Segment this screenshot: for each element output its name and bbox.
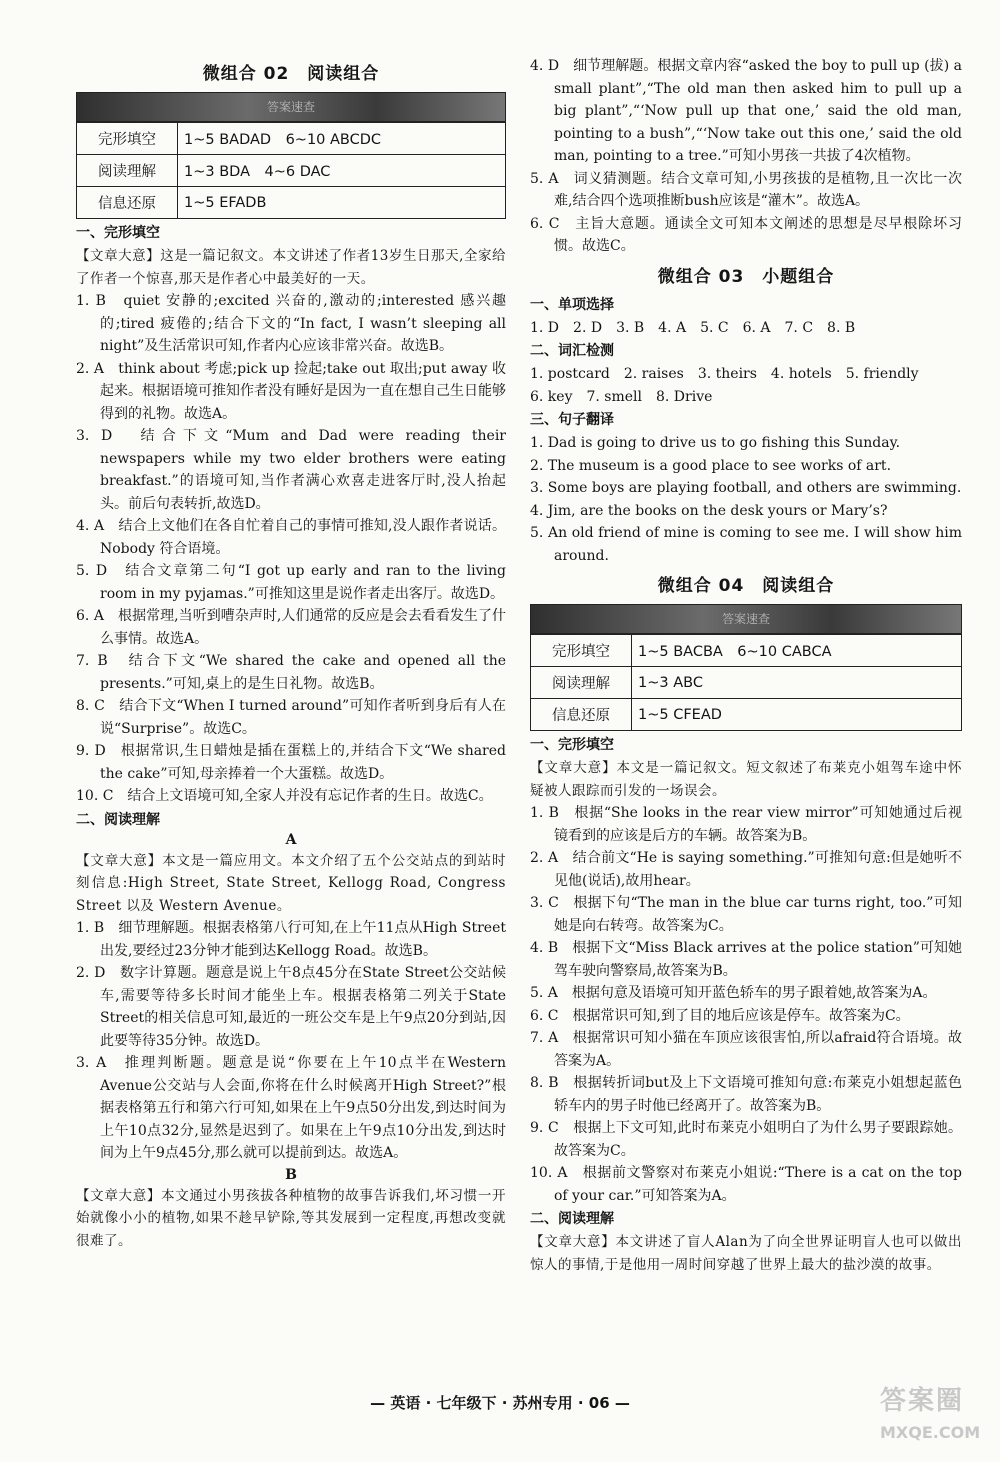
right-column [530, 55, 962, 1276]
passage-label-a: A [285, 831, 297, 848]
answer-line: 1. postcard 2. raises 3. theirs 4. hotels 5. friendly [530, 366, 919, 382]
table-cell-label: 完形填空 [531, 635, 632, 667]
answer-item: 3. Some boys are playing football, and others are swimming. [530, 480, 962, 496]
table-cell-label: 阅读理解 [531, 667, 632, 699]
summary: 【文章大意】本文讲述了盲人Alan为了向全世界证明盲人也可以做出惊人的事情,于是他用一周时间穿越了世界上最大的盐沙漠的故事。 [530, 1234, 962, 1273]
table-cell-label: 信息还原 [531, 699, 632, 731]
watermark-text: 答案圈 [880, 1386, 965, 1416]
table-cell-label: 信息还原 [77, 187, 178, 219]
heading-cloze: 一、完形填空 [76, 225, 160, 241]
answer-item: 9. D 根据常识,生日蜡烛是插在蛋糕上的,并结合下文“We shared the cake”可知,母亲捧着一个大蛋糕。故选D。 [76, 743, 506, 782]
answer-item: 5. A 根据句意及语境可知开蓝色轿车的男子跟着她,故答案为A。 [530, 985, 937, 1001]
heading-single-choice: 一、单项选择 [530, 296, 614, 313]
passage-label-b: B [285, 1166, 297, 1183]
answer-item: 5. A 词义猜测题。结合文章可知,小男孩拔的是植物,且一次比一次难,结合四个选项推断bush应该是“灌木”。故选A。 [530, 170, 962, 209]
heading-reading: 二、阅读理解 [76, 811, 160, 828]
answer-item: 2. A 结合前文“He is saying something.”可推知句意:但是她听不见他(说话),故用hear。 [530, 850, 962, 889]
page-footer: — 英语 · 七年级下 · 苏州专用 · 06 — [370, 1394, 630, 1412]
answer-item: 7. B 结合下文“We shared the cake and opened all the presents.”可知,桌上的是生日礼物。故选B。 [76, 653, 506, 692]
section-title-04: 微组合 04 阅读组合 [657, 576, 835, 596]
heading-cloze: 一、完形填空 [530, 737, 614, 753]
table-cell-value: 1~5 CFEAD [632, 699, 962, 731]
table-row [531, 667, 962, 699]
answer-item: 4. Jim, are the books on the desk yours or Mary’s? [530, 502, 888, 519]
answer-item: 1. B 细节理解题。根据表格第八行可知,在上午11点从High Street出发,要经过23分钟才能到达Kellogg Road。故选B。 [76, 920, 506, 959]
summary: 【文章大意】本文是一篇应用文。本文介绍了五个公交站点的到站时刻信息:High Street, State Street, Kellogg Road, Congress Street 以及 Western Avenue。 [76, 852, 506, 914]
answer-item: 2. D 数字计算题。题意是说上午8点45分在State Street公交站候车,需要等待多长时间才能坐上车。根据表格第二列关于State Street的相关信息可知,最近的一班公交车是上午9点20分到站,因此要等待35分钟。故选D。 [76, 965, 506, 1049]
answer-item: 5. D 结合文章第二句“I got up early and ran to the living room in my pyjamas.”可推知这里是说作者走出客厅。故选D。 [76, 563, 506, 602]
answer-line: 1. D 2. D 3. B 4. A 5. C 6. A 7. C 8. B [530, 319, 856, 336]
table-cell-label: 完形填空 [77, 123, 178, 155]
answer-item: 2. A think about 考虑;pick up 捡起;take out 取出;put away 收起来。根据语境可推知作者没有睡好是因为一直在想自己生日能够得到的礼物。故选A。 [76, 360, 506, 422]
left-column [76, 55, 506, 1252]
answer-item: 10. A 根据前文警察对布莱克小姐说:“There is a cat on the top of your car.”可知答案为A。 [530, 1165, 962, 1204]
answer-item: 6. C 主旨大意题。通读全文可知本文阐述的思想是尽早根除坏习惯。故选C。 [530, 215, 962, 254]
answer-table-02 [76, 122, 506, 219]
answer-table-header: 答案速查 [530, 604, 962, 634]
watermark-url: MXQE.COM [880, 1423, 981, 1442]
answer-item: 3. A 推理判断题。题意是说“你要在上午10点半在Western Avenue公交站与人会面,你将在什么时候离开High Street?”根据表格第五行和第六行可知,如果在上午9点50分出发,到达时间为上午10点32分,显然是迟到了。如果在上午9点10分出发,到达时间为上午9点45分,那么就可以提前到达。故选A。 [76, 1055, 506, 1161]
table-cell-label: 阅读理解 [77, 155, 178, 187]
table-row [531, 699, 962, 731]
heading-vocab: 二、词汇检测 [530, 343, 614, 359]
table-cell-value: 1~5 BACBA 6~10 CABCA [632, 635, 962, 667]
answer-table-04 [530, 634, 962, 731]
answer-item: 7. A 根据常识可知小猫在车顶应该很害怕,所以afraid符合语境。故答案为A。 [530, 1030, 962, 1069]
heading-reading: 二、阅读理解 [530, 1211, 614, 1227]
answer-item: 1. Dad is going to drive us to go fishing this Sunday. [530, 435, 901, 451]
watermark-logo [880, 1380, 990, 1454]
summary: 【文章大意】本文通过小男孩拔各种植物的故事告诉我们,坏习惯一开始就像小小的植物,如果不趁早铲除,等其发展到一定程度,再想改变就很难了。 [76, 1187, 506, 1249]
summary: 【文章大意】这是一篇记叙文。本文讲述了作者13岁生日那天,全家给了作者一个惊喜,那天是作者心中最美好的一天。 [76, 248, 506, 287]
answer-item: 3. C 根据下句“The man in the blue car turns right, too.”可知她是向右转弯。故答案为C。 [530, 895, 962, 934]
answer-item: 10. C 结合上文语境可知,全家人并没有忘记作者的生日。故选C。 [76, 788, 493, 804]
table-cell-value: 1~5 BADAD 6~10 ABCDC [178, 123, 506, 155]
answer-item: 2. The museum is a good place to see works of art. [530, 457, 892, 474]
answer-item: 4. A 结合上文他们在各自忙着自己的事情可推知,没人跟作者说话。Nobody 符合语境。 [76, 518, 506, 557]
answer-item: 6. C 根据常识可知,到了目的地后应该是停车。故答案为C。 [530, 1007, 910, 1024]
answer-item: 4. D 细节理解题。根据文章内容“asked the boy to pull up (拔) a small plant”,“The old man then asked him to pull up a big plant”,“‘Now pull up that one,’ said the old man, pointing to a bush”,“‘Now take out this one,’ said the old man, pointing to a tree.”可知小男孩一共拔了4次植物。 [530, 58, 962, 164]
answer-item: 9. C 根据上下文可知,此时布莱克小姐明白了为什么男子要跟踪她。故答案为C。 [530, 1120, 962, 1159]
answer-line: 6. key 7. smell 8. Drive [530, 388, 713, 405]
answer-table-header: 答案速查 [76, 92, 506, 122]
section-title-03: 微组合 03 小题组合 [657, 266, 835, 287]
answer-item: 3. D 结合下文“Mum and Dad were reading their newspapers while my two elder brothers were eating breakfast.”的语境可知,当作者满心欢喜走进客厅时,没人抬起头。前后句表转折,故选D。 [76, 428, 506, 512]
table-row [77, 187, 506, 219]
table-row [77, 123, 506, 155]
answer-item: 8. C 结合下文“When I turned around”可知作者听到身后有人在说“Surprise”。故选C。 [76, 698, 506, 737]
table-cell-value: 1~3 BDA 4~6 DAC [178, 155, 506, 187]
section-title-02: 微组合 02 阅读组合 [202, 64, 380, 84]
answer-item: 5. An old friend of mine is coming to see me. I will show him around. [530, 525, 962, 564]
answer-item: 8. B 根据转折词but及上下文语境可推知句意:布莱克小姐想起蓝色轿车内的男子时他已经离开了。故答案为B。 [530, 1075, 962, 1114]
summary: 【文章大意】本文是一篇记叙文。短文叙述了布莱克小姐驾车途中怀疑被人跟踪而引发的一场误会。 [530, 760, 962, 799]
table-row [531, 635, 962, 667]
table-cell-value: 1~3 ABC [632, 667, 962, 699]
heading-translation: 三、句子翻译 [530, 412, 614, 428]
answer-item: 1. B 根据“She looks in the rear view mirror”可知她通过后视镜看到的应该是后方的车辆。故答案为B。 [530, 805, 962, 844]
table-row [77, 155, 506, 187]
answer-item: 6. A 根据常理,当听到嘈杂声时,人们通常的反应是会去看看发生了什么事情。故选A。 [76, 608, 506, 647]
answer-item: 4. B 根据下文“Miss Black arrives at the police station”可知她驾车驶向警察局,故答案为B。 [530, 940, 962, 979]
table-cell-value: 1~5 EFADB [178, 187, 506, 219]
answer-item: 1. B quiet 安静的;excited 兴奋的,激动的;interested 感兴趣的;tired 疲倦的;结合下文的“In fact, I wasn’t sleeping all night”及生活常识可知,作者内心应该非常兴奋。故选B。 [76, 293, 506, 354]
